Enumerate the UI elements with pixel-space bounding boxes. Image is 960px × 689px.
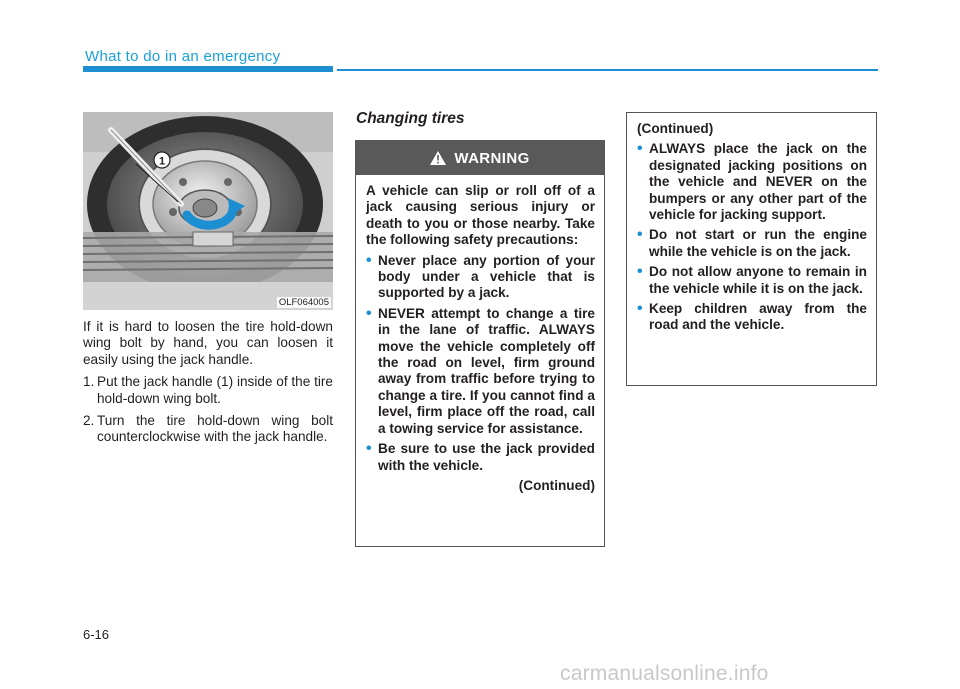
continued-label: (Continued) [518, 477, 595, 493]
header-rule-thin [337, 69, 878, 71]
bullet-icon: • [637, 226, 643, 244]
continuation-body [627, 113, 876, 334]
step-number: 1. [83, 374, 95, 390]
warning-bullet [637, 301, 867, 334]
figure-code: OLF064005 [278, 297, 329, 308]
bullet-text: Do not allow anyone to remain in the vehicle while it is on the jack. [649, 264, 867, 296]
warning-body [356, 175, 604, 494]
warning-bullet [366, 253, 595, 302]
bullet-icon: • [366, 304, 372, 322]
page-number: 6-16 [83, 627, 110, 642]
bullet-text: Do not start or run the engine while the vehicle is on the jack. [649, 227, 867, 259]
bullet-icon: • [637, 140, 643, 158]
bullet-icon: • [366, 440, 372, 458]
bullet-text: Be sure to use the jack provided with the vehicle. [378, 441, 595, 473]
callout-number-1: 1 [158, 155, 166, 168]
bullet-text: Never place any portion of your body under a vehicle that is supported by a jack. [378, 252, 595, 301]
warning-header [356, 141, 604, 175]
bullet-icon: • [637, 300, 643, 318]
bullet-text: NEVER attempt to change a tire in the lane of traffic. ALWAYS move the vehicle completely off the road on level, firm ground away from traffic before trying to change a tire. If you cannot find a level, firm place off the road, call a towing service for assistance. [378, 305, 595, 436]
step-item [83, 413, 333, 446]
spare-tire-illustration [83, 112, 333, 310]
section-title: Changing tires [356, 110, 465, 127]
warning-bullet [637, 264, 867, 297]
spare-tire-drawing [83, 112, 333, 310]
step-text: Put the jack handle (1) inside of the tire hold-down wing bolt. [97, 374, 333, 406]
warning-bullet [637, 227, 867, 260]
instructions [83, 319, 333, 446]
bullet-icon: • [366, 251, 372, 269]
warning-box [355, 140, 605, 547]
warning-heading: WARNING [454, 149, 530, 167]
bullet-icon: • [637, 263, 643, 281]
intro-paragraph: If it is hard to loosen the tire hold-down wing bolt by hand, you can loosen it easily using the jack handle. [83, 319, 333, 367]
warning-bullet [366, 306, 595, 437]
header-rule-thick [83, 66, 333, 72]
continued-label: (Continued) [637, 121, 714, 136]
warning-intro: A vehicle can slip or roll off of a jack causing serious injury or death to you or those nearby. Take the following safety precautions: [366, 183, 595, 248]
warning-bullet [637, 141, 867, 223]
section-header: What to do in an emergency [85, 48, 281, 65]
watermark: carmanualsonline.info [560, 662, 769, 685]
bullet-text: ALWAYS place the jack on the designated jacking positions on the vehicle and NEVER on the bumpers or any other part of the vehicle for jacking support. [649, 141, 867, 223]
step-number: 2. [83, 413, 95, 429]
bullet-text: Keep children away from the road and the vehicle. [649, 301, 867, 333]
step-text: Turn the tire hold-down wing bolt counterclockwise with the jack handle. [97, 413, 333, 445]
warning-continuation-box [626, 112, 877, 386]
warning-bullet [366, 441, 595, 474]
warning-triangle-icon [430, 151, 446, 165]
step-item [83, 374, 333, 407]
